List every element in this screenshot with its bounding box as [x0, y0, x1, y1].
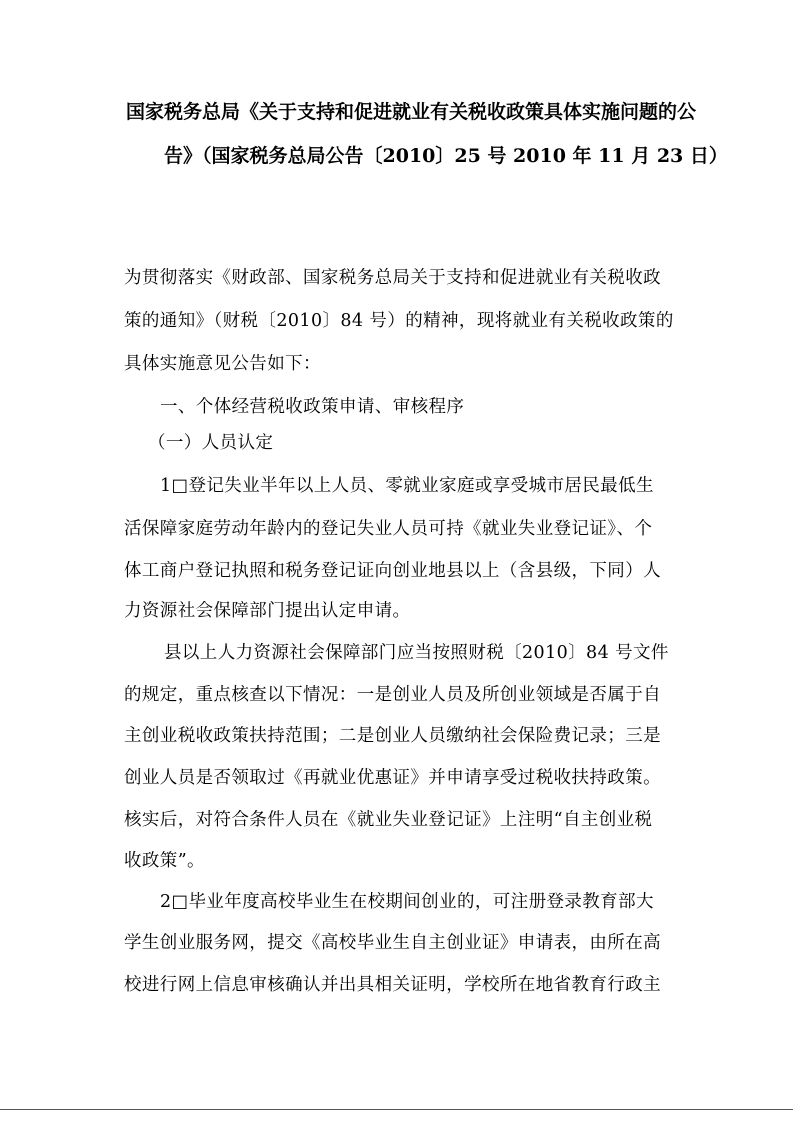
- page-bottom-rule: [0, 1109, 793, 1110]
- body-line-18: 校进行网上信息审核确认并出具相关证明，学校所在地省教育行政主: [124, 975, 661, 995]
- body-line-8: 体工商户登记执照和税务登记证向创业地县以上（含县级，下同）人: [124, 561, 661, 581]
- body-line-16: 2□毕业年度高校毕业生在校期间创业的，可注册登录教育部大: [160, 892, 654, 912]
- body-line-13: 创业人员是否领取过《再就业优惠证》并申请享受过税收扶持政策。: [124, 768, 661, 788]
- body-line-14: 核实后，对符合条件人员在《就业失业登记证》上注明“自主创业税: [124, 810, 653, 830]
- body-line-11: 的规定，重点核查以下情况：一是创业人员及所创业领域是否属于自: [124, 685, 661, 705]
- body-line-1: 为贯彻落实《财政部、国家税务总局关于支持和促进就业有关税收政: [124, 268, 661, 288]
- body-line-6: 1□登记失业半年以上人员、零就业家庭或享受城市居民最低生: [160, 476, 654, 496]
- subsection-heading-1: （一）人员认定: [148, 433, 274, 453]
- body-line-9: 力资源社会保障部门提出认定申请。: [124, 601, 411, 621]
- body-line-10: 县以上人力资源社会保障部门应当按照财税〔2010〕84 号文件: [164, 643, 669, 663]
- body-line-17: 学生创业服务网，提交《高校毕业生自主创业证》申请表，由所在高: [124, 933, 661, 953]
- section-heading-1: 一、个体经营税收政策申请、审核程序: [160, 397, 465, 417]
- document-title-line-2: 告》（国家税务总局公告〔2010〕25 号 2010 年 11 月 23 日）: [164, 145, 728, 167]
- document-title-line-1: 国家税务总局《关于支持和促进就业有关税收政策具体实施问题的公: [126, 101, 697, 123]
- body-line-7: 活保障家庭劳动年龄内的登记失业人员可持《就业失业登记证》、个: [124, 519, 653, 539]
- body-line-15: 收政策”。: [124, 851, 205, 871]
- body-line-2: 策的通知》（财税〔2010〕84 号）的精神，现将就业有关税收政策的: [124, 311, 674, 331]
- body-line-3: 具体实施意见公告如下：: [124, 354, 321, 374]
- body-line-12: 主创业税收政策扶持范围；二是创业人员缴纳社会保险费记录；三是: [124, 726, 661, 746]
